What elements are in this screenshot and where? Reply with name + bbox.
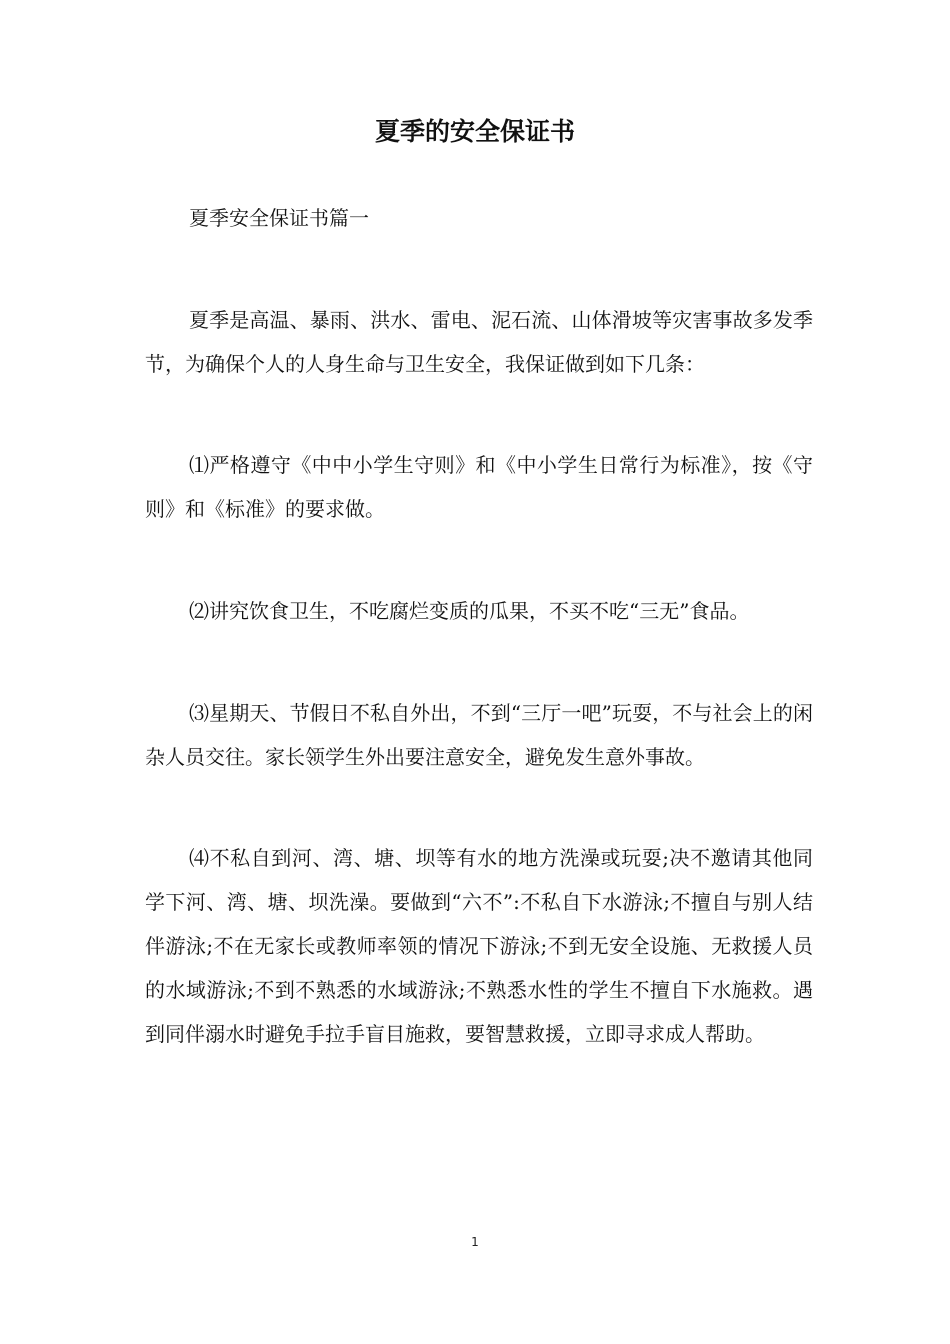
section-heading: 夏季安全保证书篇一 — [189, 206, 369, 230]
item-paragraph-1: ⑴严格遵守《中中小学生守则》和《中小学生日常行为标准》，按《守则》和《标准》的要求做。 — [145, 453, 813, 521]
document-body — [145, 196, 813, 1056]
intro-paragraph: 夏季是高温、暴雨、洪水、雷电、泥石流、山体滑坡等灾害事故多发季节，为确保个人的人身生命与卫生安全，我保证做到如下几条： — [145, 308, 813, 376]
page-number: 1 — [471, 1235, 479, 1249]
item-paragraph-4: ⑷不私自到河、湾、塘、坝等有水的地方洗澡或玩耍;决不邀请其他同学下河、湾、塘、坝洗澡。要做到“六不”:不私自下水游泳;不擅自与别人结伴游泳;不在无家长或教师率领的情况下游泳;不到无安全设施、无救援人员的水域游泳;不到不熟悉的水域游泳;不熟悉水性的学生不擅自下水施救。遇到同伴溺水时避免手拉手盲目施救，要智慧救援，立即寻求成人帮助。 — [145, 846, 813, 1046]
document-title: 夏季的安全保证书 — [374, 117, 575, 146]
item-paragraph-3: ⑶星期天、节假日不私自外出，不到“三厅一吧”玩耍，不与社会上的闲杂人员交往。家长领学生外出要注意安全，避免发生意外事故。 — [145, 701, 813, 769]
item-paragraph-2: ⑵讲究饮食卫生，不吃腐烂变质的瓜果，不买不吃“三无”食品。 — [189, 599, 750, 623]
